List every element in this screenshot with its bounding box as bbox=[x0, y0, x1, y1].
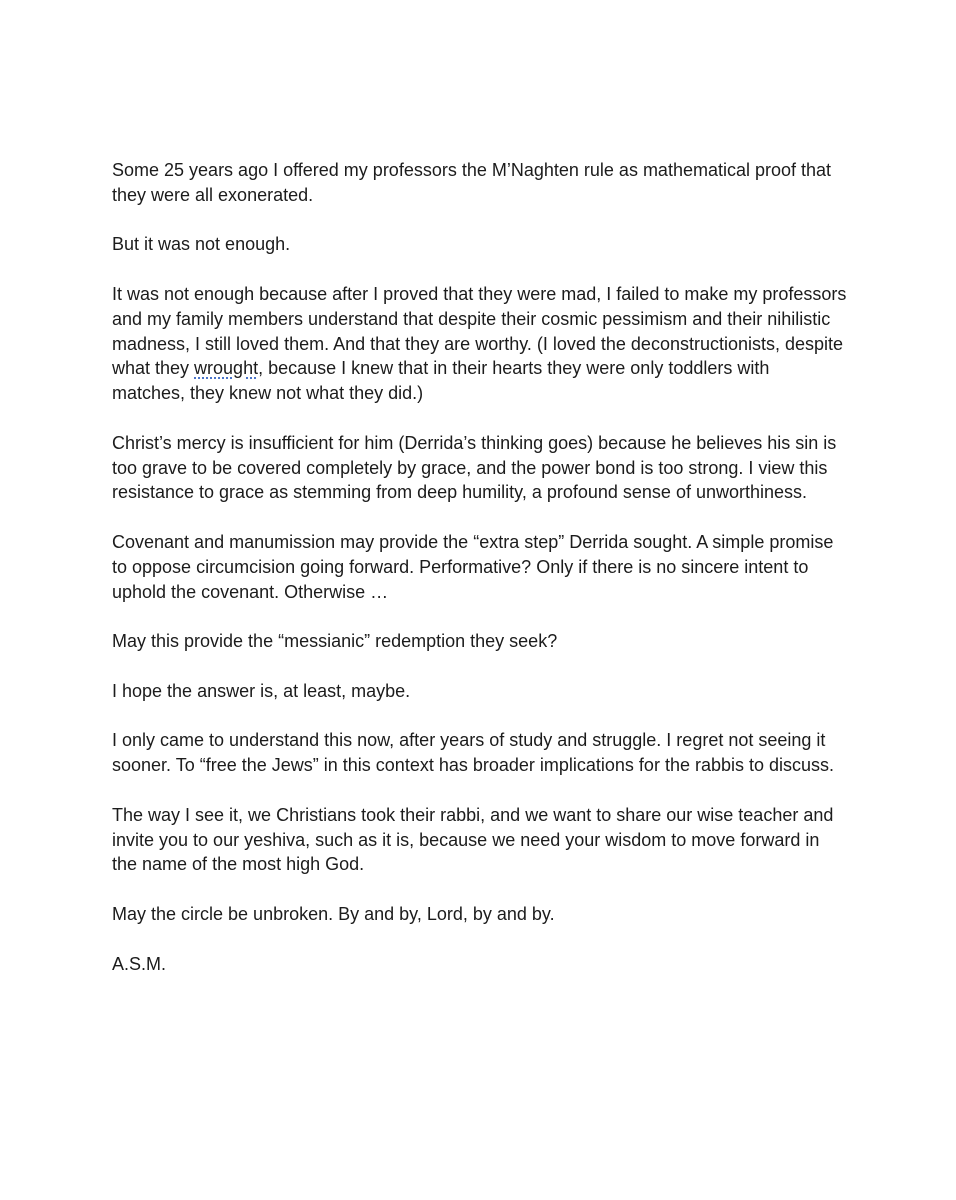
paragraph-10: May the circle be unbroken. By and by, Lord, by and by. bbox=[112, 903, 555, 924]
paragraph-6: May this provide the “messianic” redemption they seek? bbox=[112, 631, 558, 652]
paragraph-2: But it was not enough. bbox=[112, 234, 291, 255]
paragraph-1: Some 25 years ago I offered my professors the M’Naghten rule as mathematical proof that they were all exonerated. bbox=[112, 160, 832, 205]
spellcheck-flagged-word[interactable]: wrought bbox=[194, 358, 259, 379]
paragraph-3-text-after: , because I knew that in their hearts they were only toddlers with matches, they knew not what they did.) bbox=[112, 358, 770, 404]
paragraph-5: Covenant and manumission may provide the “extra step” Derrida sought. A simple promise to oppose circumcision going forward. Performative? Only if there is no sincere intent to uphold the covenant. Otherwise … bbox=[112, 531, 834, 602]
document-body bbox=[112, 158, 847, 1001]
paragraph-7: I hope the answer is, at least, maybe. bbox=[112, 680, 411, 701]
paragraph-9: The way I see it, we Christians took their rabbi, and we want to share our wise teacher and invite you to our yeshiva, such as it is, because we need your wisdom to move forward in the name of the most high God. bbox=[112, 804, 834, 875]
paragraph-3-text-before: It was not enough because after I proved that they were mad, I failed to make my professors and my family members understand that despite their cosmic pessimism and their nihilistic madness, I still loved them. And that they are worthy. (I loved the deconstructionists, despite what they bbox=[112, 283, 847, 379]
signature-initials: A.S.M. bbox=[112, 953, 167, 974]
paragraph-4: Christ’s mercy is insufficient for him (Derrida’s thinking goes) because he believes his sin is too grave to be covered completely by grace, and the power bond is too strong. I view this resistance to grace as stemming from deep humility, a profound sense of unworthiness. bbox=[112, 432, 837, 503]
paragraph-3 bbox=[112, 282, 847, 406]
paragraph-8: I only came to understand this now, after years of study and struggle. I regret not seeing it sooner. To “free the Jews” in this context has broader implications for the rabbis to discuss. bbox=[112, 730, 835, 776]
